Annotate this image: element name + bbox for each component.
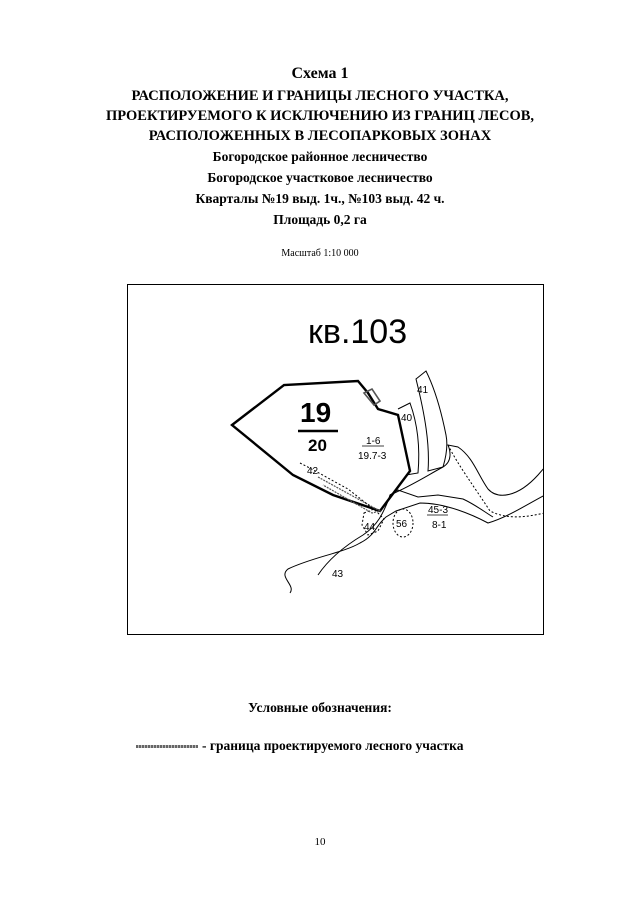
map-scale: Масштаб 1:10 000 xyxy=(281,248,359,259)
forestry-name: Богородское районное лесничество xyxy=(212,149,428,164)
forest-map xyxy=(128,285,544,635)
plot-43-boundary xyxy=(285,495,544,593)
quarters-info: Кварталы №19 выд. 1ч., №103 выд. 42 ч. xyxy=(195,191,445,206)
area-info: Площадь 0,2 га xyxy=(273,212,367,227)
label-1-6-top: 1-6 xyxy=(366,436,381,447)
page-number: 10 xyxy=(314,836,326,848)
title-block xyxy=(0,64,640,230)
projected-plot-boundary xyxy=(364,389,380,405)
label-1-6-bottom: 19.7-3 xyxy=(358,451,387,462)
map-frame xyxy=(127,284,544,635)
local-forestry-name: Богородское участковое лесничество xyxy=(207,170,433,185)
quarter-19-sub-label: 20 xyxy=(308,436,327,455)
legend-boundary-symbol xyxy=(136,745,198,748)
plot-44-label: 44 xyxy=(364,522,376,533)
legend-item-text: - граница проектируемого лесного участка xyxy=(202,738,464,753)
title-line-3: РАСПОЛОЖЕННЫХ В ЛЕСОПАРКОВЫХ ЗОНАХ xyxy=(148,128,492,144)
plot-45-right-dots xyxy=(448,445,544,517)
plot-40-label: 40 xyxy=(401,413,413,424)
label-45-3-top: 45-3 xyxy=(428,505,449,516)
scheme-title: Схема 1 xyxy=(291,65,349,82)
plot-43-label: 43 xyxy=(332,569,344,580)
plot-41-label: 41 xyxy=(417,385,429,396)
legend-title: Условные обозначения: xyxy=(248,700,392,715)
quarter-103-label: кв.103 xyxy=(308,313,408,351)
legend-item xyxy=(136,738,464,754)
title-line-2: ПРОЕКТИРУЕМОГО К ИСКЛЮЧЕНИЮ ИЗ ГРАНИЦ ЛЕСОВ, xyxy=(105,108,535,124)
quarter-19-label: 19 xyxy=(300,397,332,428)
plot-45-boundary xyxy=(390,445,544,495)
land-upper-edge xyxy=(318,490,493,575)
label-45-3-bottom: 8-1 xyxy=(432,520,447,531)
title-line-1: РАСПОЛОЖЕНИЕ И ГРАНИЦЫ ЛЕСНОГО УЧАСТКА, xyxy=(131,88,509,104)
plot-56-label: 56 xyxy=(396,519,408,530)
plot-42-label: 42 xyxy=(307,466,319,477)
